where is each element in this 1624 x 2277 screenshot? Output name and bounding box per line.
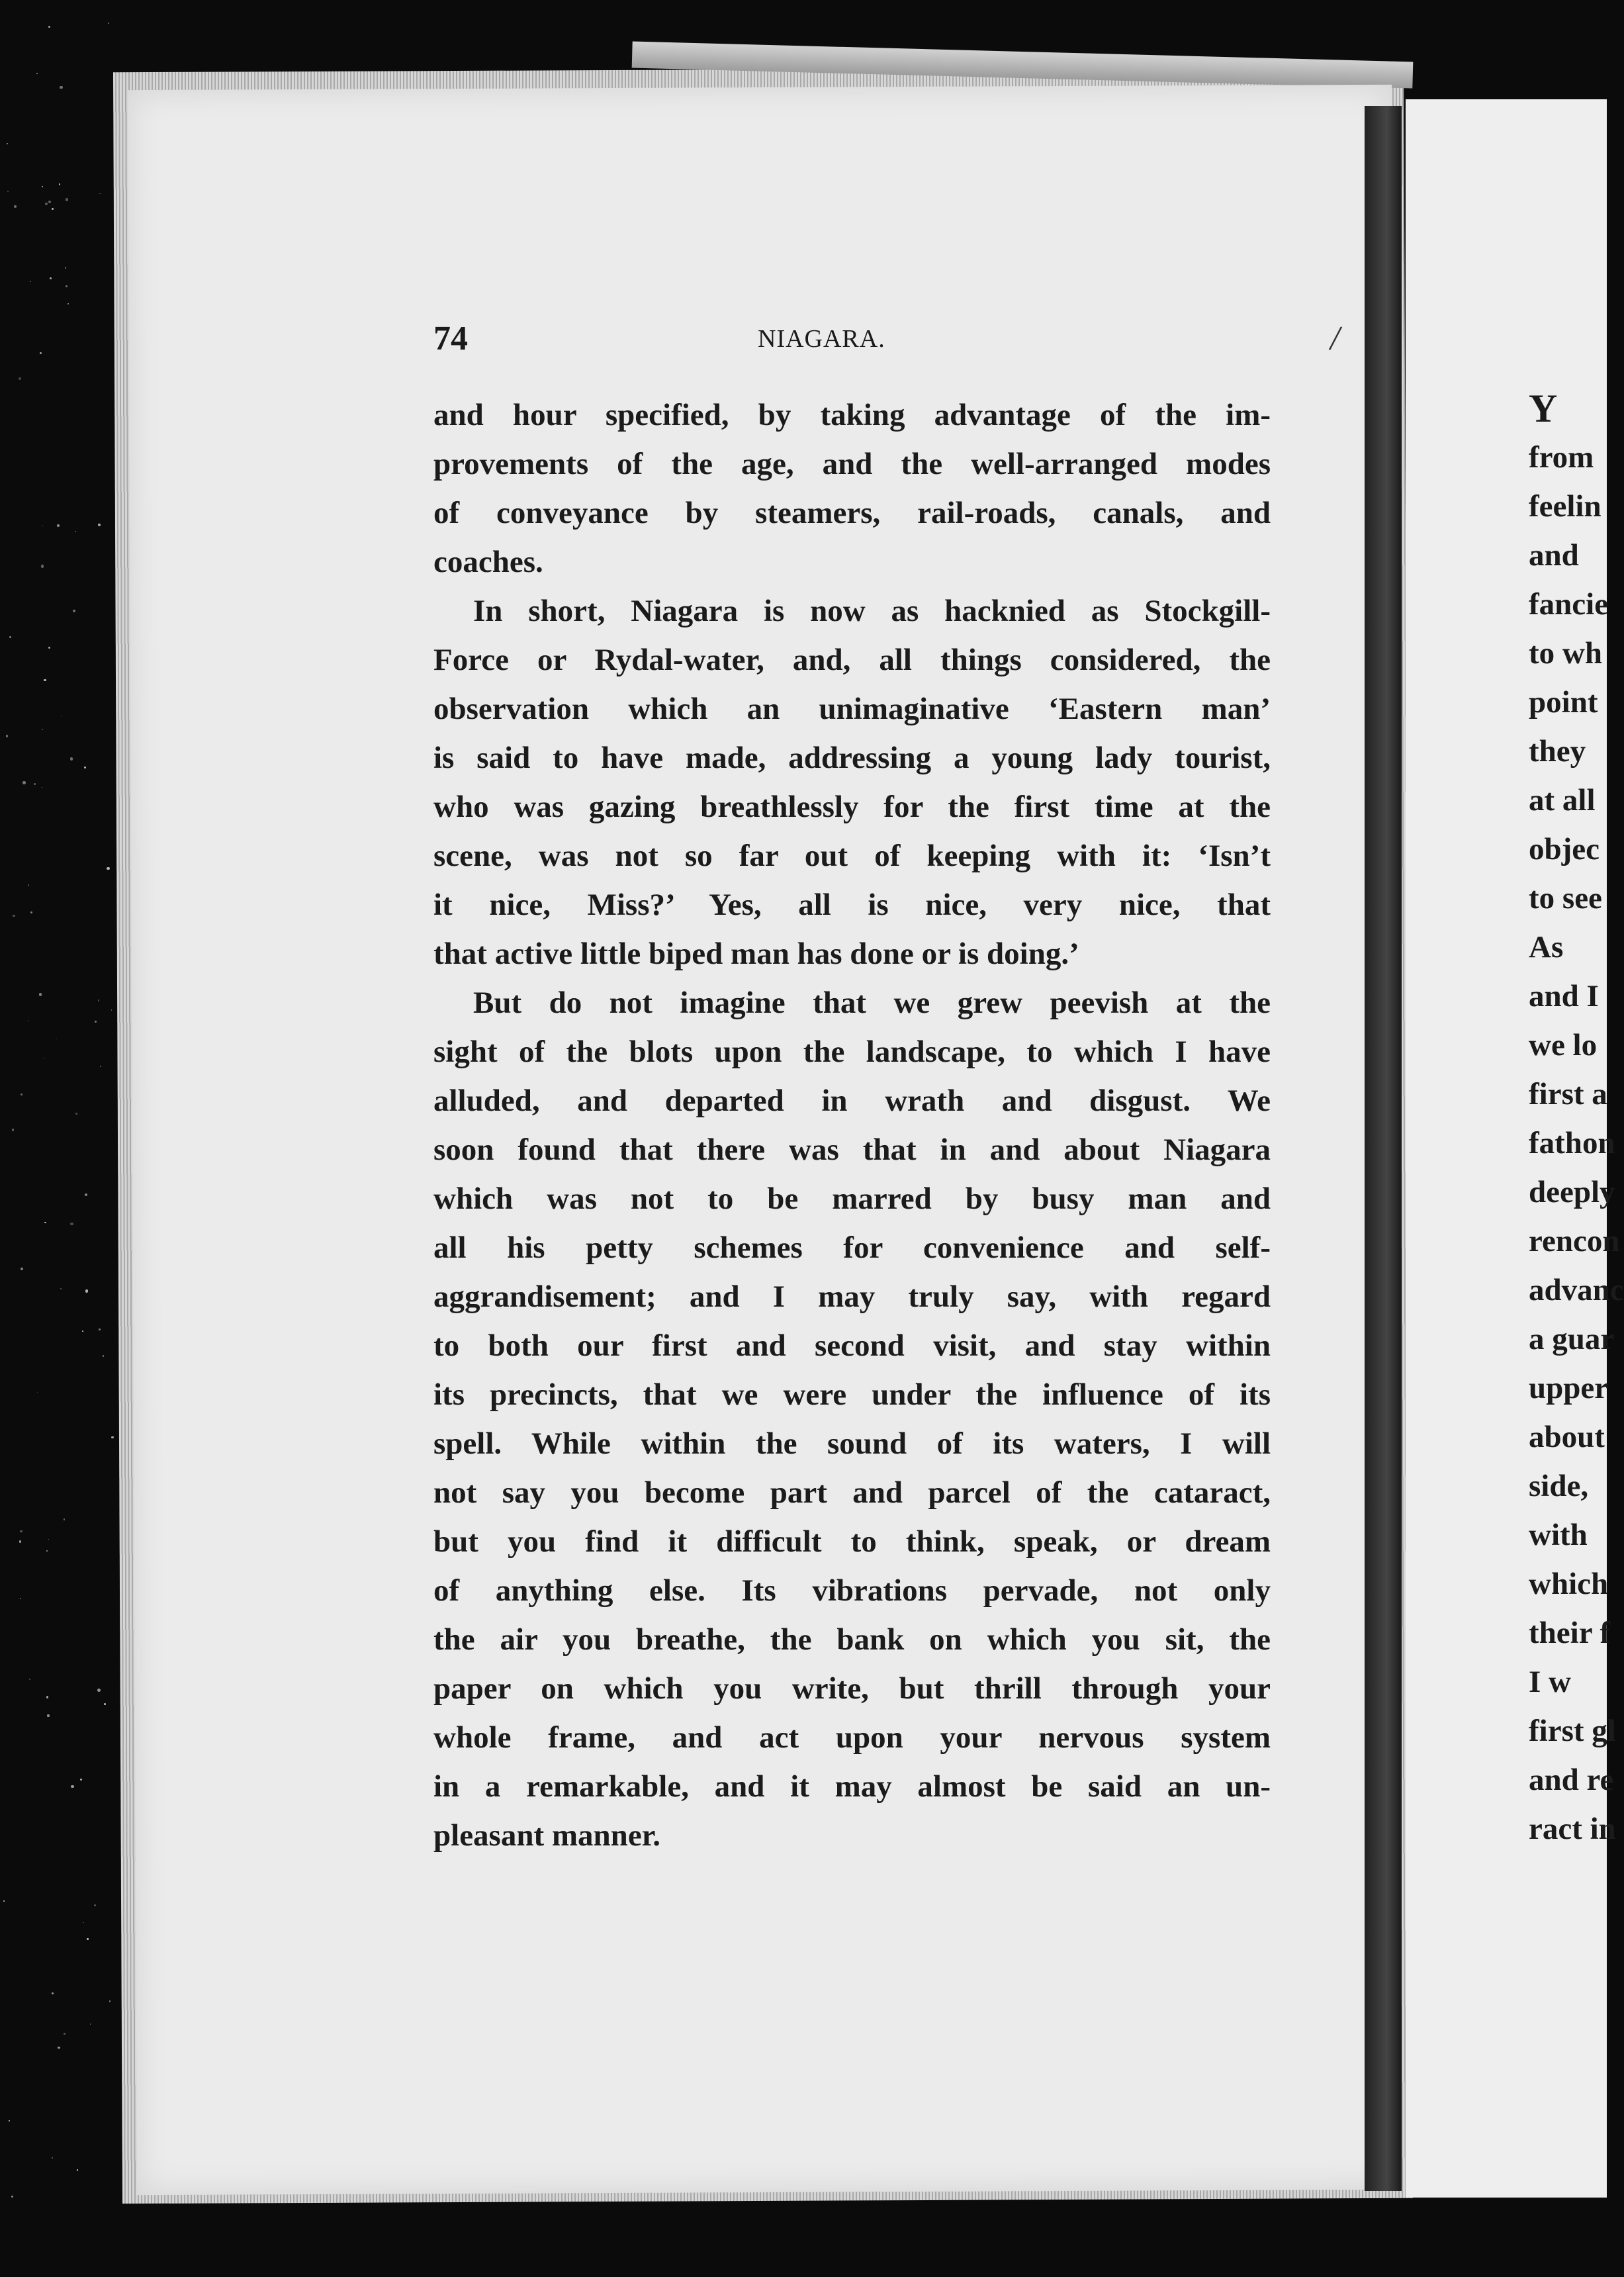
background-speck: [50, 277, 52, 279]
background-speck: [75, 531, 76, 532]
background-speck: [42, 525, 43, 526]
right-page-line: advanc: [1529, 1273, 1624, 1307]
text-line: observation which an unimaginative ‘Eastern man’: [433, 692, 1271, 726]
background-speck: [75, 1113, 77, 1115]
background-speck: [70, 1223, 73, 1225]
background-speck: [83, 1922, 84, 1924]
right-page-line: to see: [1529, 881, 1602, 915]
text-line: is said to have made, addressing a young lady tourist,: [433, 741, 1271, 775]
text-line: of anything else. Its vibrations pervade, not only: [433, 1573, 1271, 1608]
right-page-line: point: [1529, 685, 1598, 720]
background-speck: [6, 735, 8, 737]
background-speck: [20, 1530, 23, 1533]
background-speck: [61, 716, 62, 717]
background-speck: [19, 1540, 21, 1542]
background-speck: [30, 911, 32, 913]
background-speck: [52, 1992, 54, 1994]
background-speck: [42, 186, 43, 187]
background-speck: [99, 1328, 101, 1330]
right-page-line: first a: [1529, 1077, 1607, 1111]
text-line: scene, was not so far out of keeping with it: ‘Isn’t: [433, 839, 1271, 873]
background-speck: [23, 781, 25, 784]
right-page-line: which: [1529, 1567, 1609, 1601]
right-page-line: they: [1529, 734, 1586, 768]
background-speck: [104, 1703, 106, 1705]
text-line: sight of the blots upon the landscape, to which I have: [433, 1035, 1271, 1069]
right-page-line: to wh: [1529, 636, 1602, 671]
page-header: [433, 319, 1340, 359]
text-line: whole frame, and act upon your nervous system: [433, 1720, 1271, 1755]
background-speck: [41, 565, 44, 568]
background-speck: [66, 198, 69, 201]
background-speck: [64, 1518, 66, 1520]
right-page-line: fathon: [1529, 1126, 1615, 1160]
background-speck: [29, 1679, 30, 1680]
right-page-line: ract in: [1529, 1812, 1616, 1846]
text-line: spell. While within the sound of its waters, I will: [433, 1426, 1271, 1461]
right-page-line: and: [1529, 538, 1579, 573]
background-speck: [66, 285, 68, 287]
text-line: coaches.: [433, 545, 543, 579]
text-line: in a remarkable, and it may almost be said an un-: [433, 1769, 1271, 1804]
background-speck: [11, 2196, 13, 2198]
page-number: 74: [433, 320, 468, 357]
background-speck: [103, 1355, 104, 1356]
text-line: provements of the age, and the well-arranged modes: [433, 447, 1271, 481]
text-line: who was gazing breathlessly for the first time at the: [433, 790, 1271, 824]
background-speck: [42, 729, 43, 730]
right-page-line: with: [1529, 1518, 1588, 1552]
background-speck: [73, 610, 75, 612]
background-speck: [95, 1021, 97, 1023]
text-line: that active little biped man has done or is doing.’: [433, 937, 1079, 971]
text-line: But do not imagine that we grew peevish at the: [473, 986, 1271, 1020]
background-speck: [13, 915, 15, 917]
background-speck: [7, 191, 9, 192]
text-line: the air you breathe, the bank on which you sit, the: [433, 1622, 1271, 1657]
background-speck: [108, 23, 109, 24]
background-speck: [82, 1330, 83, 1332]
background-speck: [12, 1129, 15, 1131]
running-head: NIAGARA.: [758, 325, 885, 353]
right-page-line: upper: [1529, 1371, 1609, 1405]
background-speck: [21, 1093, 23, 1095]
background-speck: [39, 993, 42, 996]
background-speck: [87, 1938, 88, 1939]
text-line: of conveyance by steamers, rail-roads, canals, and: [433, 496, 1271, 530]
text-line: In short, Niagara is now as hacknied as Stockgill-: [473, 594, 1271, 628]
background-speck: [9, 2120, 10, 2121]
background-speck: [65, 267, 67, 269]
background-speck: [36, 73, 38, 74]
background-speck: [21, 1268, 23, 1270]
right-page-line: I w: [1529, 1665, 1571, 1699]
text-line: pleasant manner.: [433, 1818, 660, 1853]
background-speck: [48, 647, 50, 649]
background-speck: [46, 1696, 49, 1698]
background-speck: [80, 1779, 82, 1781]
right-page-text: [1529, 384, 1624, 1853]
background-speck: [68, 303, 69, 304]
background-speck: [34, 783, 36, 785]
right-page-line: first gl: [1529, 1714, 1616, 1748]
right-page-line: from: [1529, 440, 1594, 475]
right-page-line: and re: [1529, 1763, 1614, 1797]
background-speck: [44, 1222, 46, 1224]
background-speck: [84, 767, 86, 768]
right-page-line: As: [1529, 930, 1564, 964]
text-line: aggrandisement; and I may truly say, with regard: [433, 1279, 1271, 1314]
background-speck: [48, 201, 51, 203]
text-line: but you find it difficult to think, speak, or dream: [433, 1524, 1271, 1559]
background-speck: [45, 203, 47, 205]
background-speck: [77, 2169, 79, 2171]
text-line: soon found that there was that in and about Niagara: [433, 1133, 1271, 1167]
background-speck: [40, 352, 42, 354]
text-line: paper on which you write, but thrill through your: [433, 1671, 1271, 1706]
background-speck: [37, 1392, 38, 1393]
text-line: it nice, Miss?’ Yes, all is nice, very nice, that: [433, 888, 1271, 922]
text-line: alluded, and departed in wrath and disgust. We: [433, 1084, 1271, 1118]
background-speck: [20, 1598, 21, 1599]
body-text: [433, 391, 1271, 1860]
background-speck: [19, 377, 21, 380]
background-speck: [64, 2033, 66, 2035]
pencil-mark: /: [1330, 320, 1340, 357]
background-speck: [14, 205, 16, 207]
background-speck: [59, 183, 61, 185]
text-line: which was not to be marred by busy man and: [433, 1182, 1271, 1216]
background-speck: [107, 867, 110, 870]
background-speck: [60, 1288, 62, 1289]
right-page-line: Y: [1529, 387, 1558, 430]
right-page-line: rencon: [1529, 1224, 1620, 1258]
background-speck: [47, 1714, 49, 1716]
text-line: to both our first and second visit, and stay within: [433, 1328, 1271, 1363]
background-speck: [100, 1066, 101, 1067]
background-speck: [60, 86, 63, 89]
text-line: not say you become part and parcel of the cataract,: [433, 1475, 1271, 1510]
background-speck: [71, 1785, 74, 1789]
right-page-line: at all: [1529, 783, 1596, 817]
text-line: Force or Rydal-water, and, all things considered, the: [433, 643, 1271, 677]
background-speck: [9, 636, 11, 638]
text-line: all his petty schemes for convenience and self-: [433, 1231, 1271, 1265]
background-speck: [85, 1193, 87, 1196]
background-speck: [48, 26, 50, 28]
background-speck: [28, 1020, 29, 1021]
right-page-line: deeply: [1529, 1175, 1615, 1209]
right-page-line: a guar: [1529, 1322, 1615, 1356]
right-page-line: objec: [1529, 832, 1600, 866]
right-page-line: their f: [1529, 1616, 1611, 1650]
background-speck: [44, 679, 46, 682]
background-speck: [94, 1904, 96, 1906]
background-speck: [97, 1689, 101, 1692]
background-speck: [58, 2047, 60, 2049]
right-page-line: about: [1529, 1420, 1605, 1454]
background-speck: [111, 1436, 113, 1438]
book-gutter: [1365, 106, 1402, 2191]
background-speck: [7, 143, 8, 144]
text-line: its precincts, that we were under the influence of its: [433, 1377, 1271, 1412]
background-speck: [85, 1289, 88, 1292]
text-line: and hour specified, by taking advantage of the im-: [433, 398, 1271, 432]
background-speck: [28, 884, 30, 886]
background-speck: [98, 999, 100, 1001]
background-speck: [3, 1900, 5, 1902]
background-speck: [98, 524, 101, 526]
background-speck: [48, 1539, 49, 1540]
background-speck: [99, 193, 100, 194]
background-speck: [70, 757, 73, 761]
right-page-line: side,: [1529, 1469, 1589, 1503]
background-speck: [52, 208, 54, 210]
background-speck: [57, 524, 60, 527]
background-speck: [90, 2023, 91, 2025]
background-speck: [46, 1550, 48, 1552]
right-page-line: fancie: [1529, 587, 1609, 622]
background-speck: [109, 2000, 111, 2002]
background-speck: [111, 1009, 113, 1011]
right-page-line: we lo: [1529, 1028, 1598, 1062]
right-page-line: and I: [1529, 979, 1599, 1013]
right-page-line: feelin: [1529, 489, 1601, 524]
